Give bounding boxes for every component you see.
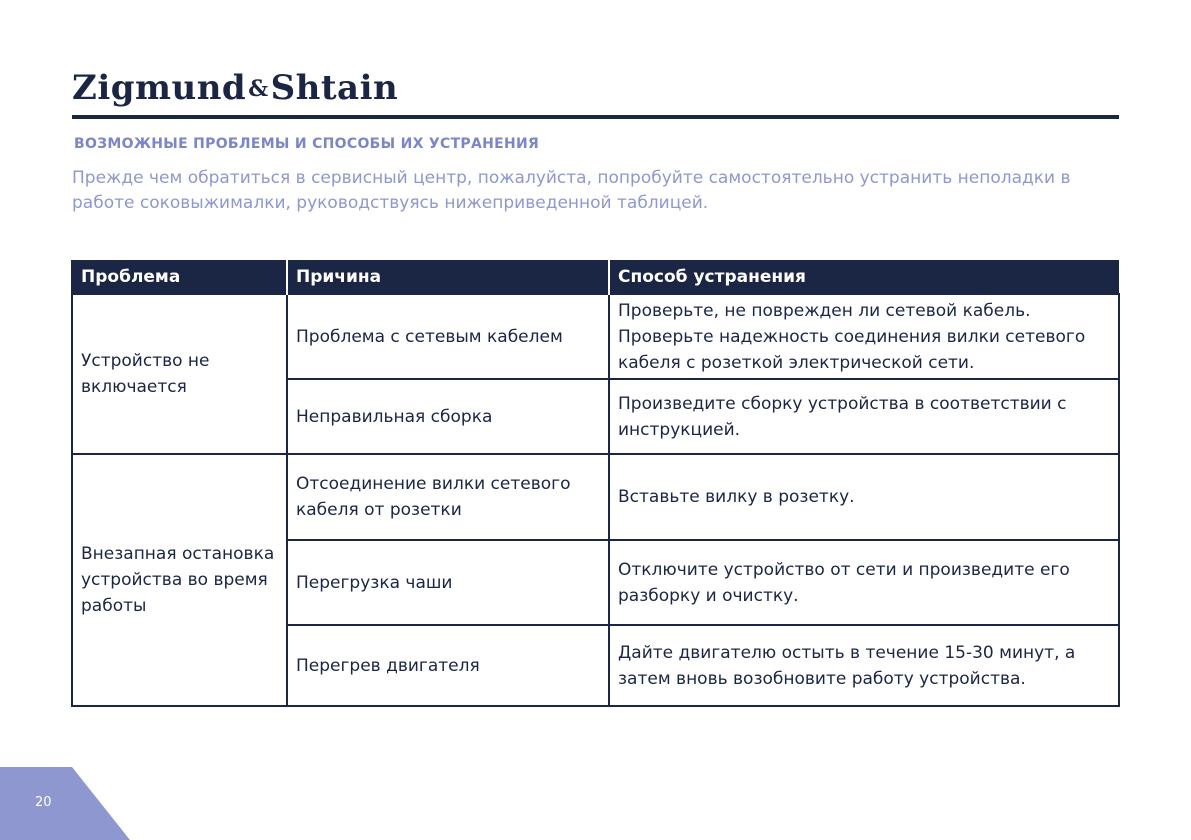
header-cause: Причина: [287, 260, 609, 294]
cause-cell: Перегрузка чаши: [287, 540, 609, 625]
solution-cell: Дайте двигателю остыть в течение 15-30 минут, а затем вновь возобновите работу устройства.: [609, 625, 1119, 706]
solution-cell: Произведите сборку устройства в соответствии с инструкцией.: [609, 379, 1119, 454]
troubleshooting-table: [71, 260, 1120, 707]
problem-cell: Устройство не включается: [72, 294, 287, 454]
page-number: 20: [35, 795, 52, 810]
page-corner-decoration: [0, 767, 130, 840]
intro-paragraph: Прежде чем обратиться в сервисный центр, пожалуйста, попробуйте самостоятельно устранить неполадки в работе соковыжималки, руководствуясь нижеприведенной таблицей.: [72, 168, 1071, 213]
header-problem: Проблема: [72, 260, 287, 294]
section-title: ВОЗМОЖНЫЕ ПРОБЛЕМЫ И СПОСОБЫ ИХ УСТРАНЕНИЯ: [74, 136, 540, 152]
brand-logo: [72, 68, 398, 108]
cause-cell: Перегрев двигателя: [287, 625, 609, 706]
brand-ampersand: &: [248, 76, 269, 102]
cause-cell: Отсоединение вилки сетевого кабеля от розетки: [287, 454, 609, 540]
header-divider: [72, 115, 1119, 119]
header-solution: Способ устранения: [609, 260, 1119, 294]
table-row: [72, 294, 1119, 379]
table-row: [72, 454, 1119, 540]
table-header-row: [72, 260, 1119, 294]
solution-cell: Отключите устройство от сети и произведите его разборку и очистку.: [609, 540, 1119, 625]
solution-cell: Проверьте, не поврежден ли сетевой кабель. Проверьте надежность соединения вилки сетевого кабеля с розеткой электрической сети.: [609, 294, 1119, 379]
problem-cell: Внезапная остановка устройства во время работы: [72, 454, 287, 706]
cause-cell: Проблема с сетевым кабелем: [287, 294, 609, 379]
brand-name-part1: Zigmund: [72, 68, 247, 108]
cause-cell: Неправильная сборка: [287, 379, 609, 454]
brand-name-part2: Shtain: [270, 68, 399, 108]
solution-cell: Вставьте вилку в розетку.: [609, 454, 1119, 540]
